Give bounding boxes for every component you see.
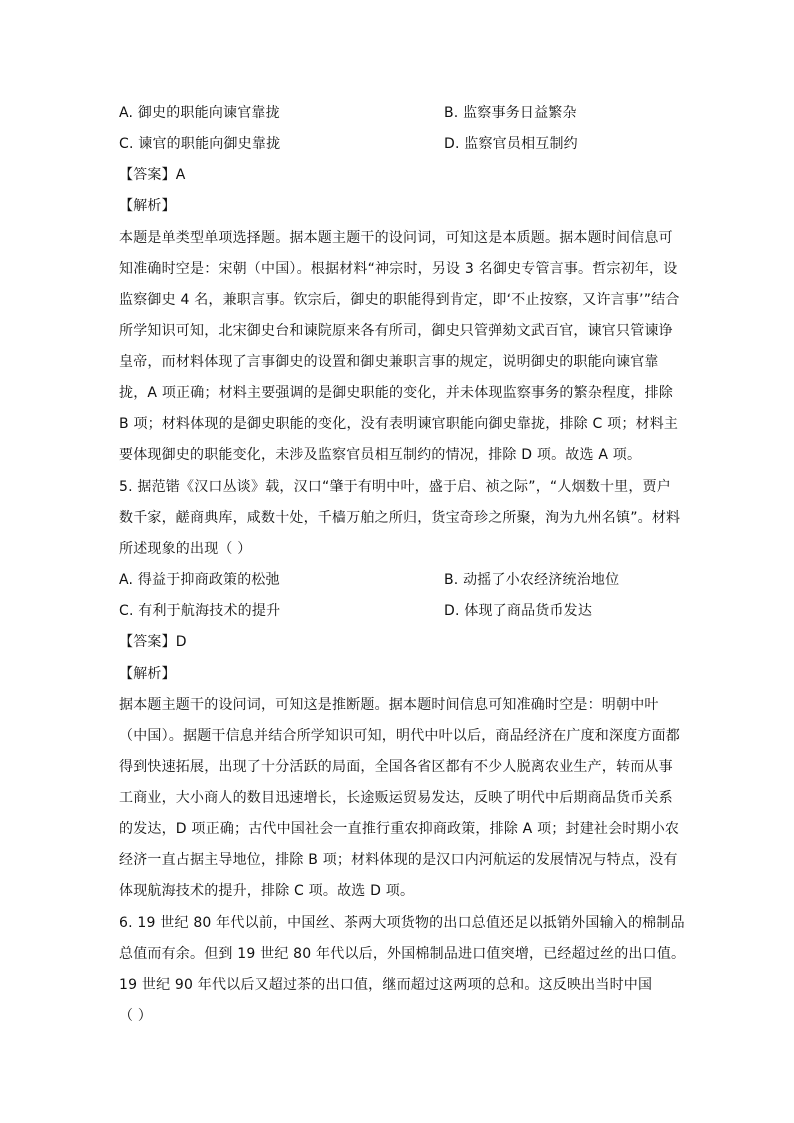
q4-analysis-line: 所学知识可知，北宋御史台和谏院原来各有所司，御史只管弹劾文武百官，谏官只管谏诤 <box>119 323 673 339</box>
q4-option-c: C. 谏官的职能向御史靠拢 <box>119 136 281 152</box>
q4-option-a: A. 御史的职能向谏官靠拢 <box>119 105 280 121</box>
q6-stem-line: 19 世纪 90 年代以后又超过茶的出口值，继而超过这两项的总和。这反映出当时中国 <box>119 977 653 993</box>
q4-analysis-line: 监察御史 4 名，兼职言事。钦宗后，御史的职能得到肯定，即‘不止按察，又许言事’”结合 <box>119 292 680 308</box>
q4-analysis-line: 要体现御史的职能变化，未涉及监察官员相互制约的情况，排除 D 项。故选 A 项。 <box>119 447 642 463</box>
q4-analysis-line: 皇帝，而材料体现了言事御史的设置和御史兼职言事的规定，说明御史的职能向谏官靠 <box>119 354 659 370</box>
q5-analysis-line: 经济一直占据主导地位，排除 B 项；材料体现的是汉口内河航运的发展情况与特点，没有 <box>119 852 678 868</box>
q5-option-a: A. 得益于抑商政策的松弛 <box>119 572 280 588</box>
q4-analysis-label: 【解析】 <box>119 198 176 214</box>
q5-analysis-label: 【解析】 <box>119 666 176 682</box>
q5-analysis-line: 体现航海技术的提升，排除 C 项。故选 D 项。 <box>119 883 415 899</box>
q5-stem-line: 所述现象的出现（ ） <box>119 541 252 557</box>
q5-stem-line: 5. 据范锴《汉口丛谈》载，汉口“肇于有明中叶，盛于启、祯之际”，“人烟数十里，贾户 <box>119 479 671 495</box>
q4-answer: 【答案】A <box>119 167 186 183</box>
q4-option-b: B. 监察事务日益繁杂 <box>444 105 577 121</box>
q4-analysis-line: 拢，A 项正确；材料主要强调的是御史职能的变化，并未体现监察事务的繁杂程度，排除 <box>119 385 674 401</box>
q4-analysis-line: 本题是单类型单项选择题。据本题主题干的设问词，可知这是本质题。据本题时间信息可 <box>119 230 673 246</box>
q6-stem-line: 6. 19 世纪 80 年代以前，中国丝、茶两大项货物的出口总值还足以抵销外国输入的棉制品 <box>119 915 685 931</box>
q5-option-d: D. 体现了商品货币发达 <box>444 603 593 619</box>
q6-stem-line: （ ） <box>119 1008 153 1024</box>
q4-analysis-line: 知准确时空是：宋朝（中国）。根据材料“神宗时，另设 3 名御史专管言事。哲宗初年，设 <box>119 261 678 277</box>
q5-analysis-line: 的发达，D 项正确；古代中国社会一直推行重农抑商政策，排除 A 项；封建社会时期小农 <box>119 821 680 837</box>
q4-option-d: D. 监察官员相互制约 <box>444 136 578 152</box>
q5-analysis-line: 据本题主题干的设问词，可知这是推断题。据本题时间信息可知准确时空是：明朝中叶 <box>119 697 659 713</box>
q5-option-b: B. 动摇了小农经济统治地位 <box>444 572 620 588</box>
q5-stem-line: 数千家，鹾商典库，咸数十处，千樯万舶之所归，货宝奇珍之所聚，洵为九州名镇”。材料 <box>119 510 681 526</box>
q4-analysis-line: B 项；材料体现的是御史职能的变化，没有表明谏官职能向御史靠拢，排除 C 项；材料主 <box>119 416 679 432</box>
q5-analysis-line: 工商业，大小商人的数目迅速增长，长途贩运贸易发达，反映了明代中后期商品货币关系 <box>119 790 673 806</box>
q5-answer: 【答案】D <box>119 634 187 650</box>
q6-stem-line: 总值而有余。但到 19 世纪 80 年代以后，外国棉制品进口值突增，已经超过丝的出口值。 <box>119 946 686 962</box>
q5-analysis-line: 得到快速拓展，出现了十分活跃的局面，全国各省区都有不少人脱离农业生产，转而从事 <box>119 759 673 775</box>
q5-option-c: C. 有利于航海技术的提升 <box>119 603 281 619</box>
q5-analysis-line: （中国）。据题干信息并结合所学知识可知，明代中叶以后，商品经济在广度和深度方面都 <box>119 728 680 744</box>
